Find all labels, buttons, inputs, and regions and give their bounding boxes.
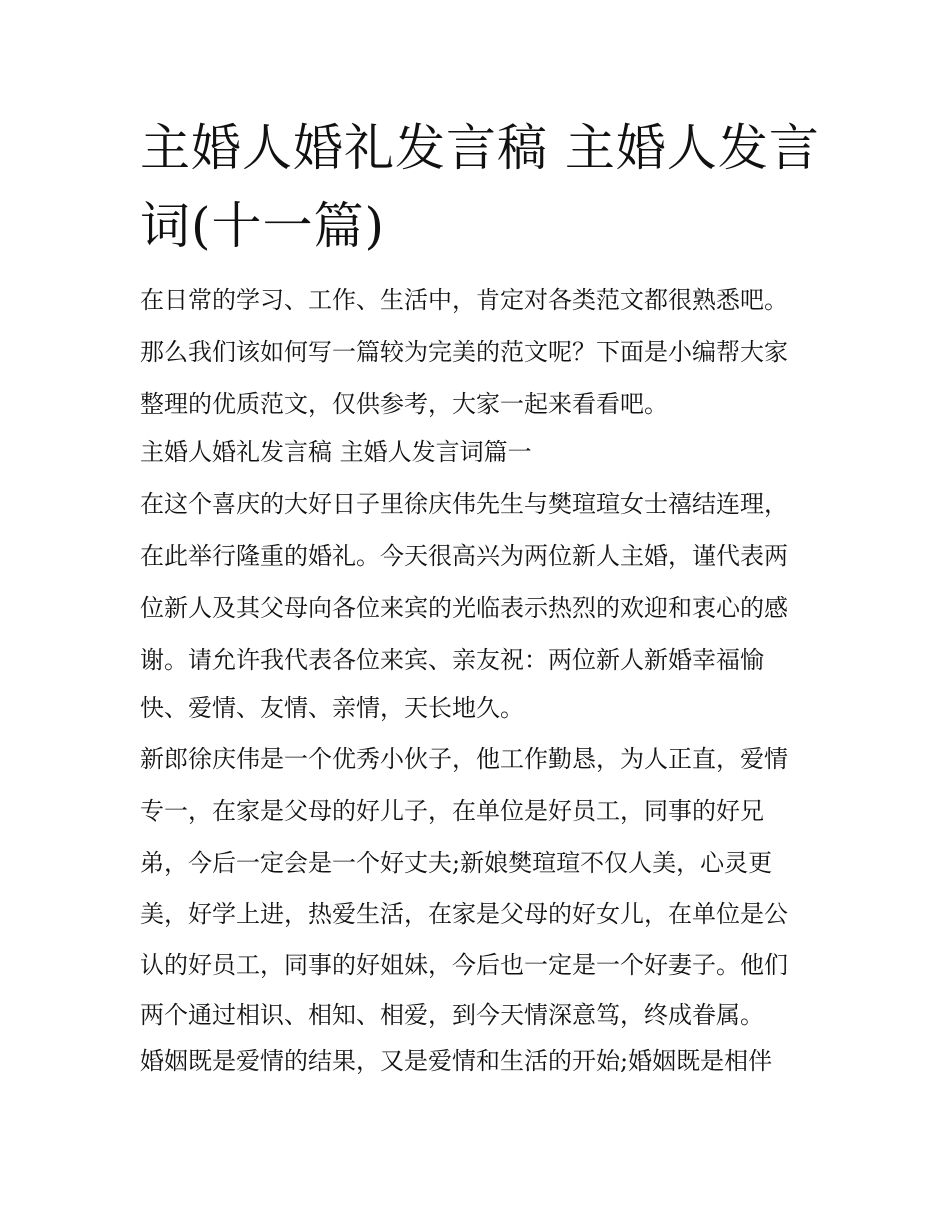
paragraph1-line-3: 位新人及其父母向各位来宾的光临表示热烈的欢迎和衷心的感	[140, 594, 788, 622]
paragraph1-line-2: 在此举行隆重的婚礼。今天很高兴为两位新人主婚，谨代表两	[140, 542, 788, 570]
intro-line-3: 整理的优质范文，仅供参考，大家一起来看看吧。	[140, 390, 668, 418]
paragraph1-line-5: 快、爱情、友情、亲情，天长地久。	[140, 694, 524, 722]
section-heading: 主婚人婚礼发言稿 主婚人发言词篇一	[140, 438, 532, 466]
paragraph1-line-1: 在这个喜庆的大好日子里徐庆伟先生与樊瑄瑄女士禧结连理，	[140, 490, 788, 518]
paragraph2-line-4: 美，好学上进，热爱生活，在家是父母的好女儿，在单位是公	[140, 900, 788, 928]
paragraph2-line-2: 专一，在家是父母的好儿子，在单位是好员工，同事的好兄	[140, 797, 764, 825]
page-title-line-2: 词(十一篇)	[140, 197, 386, 255]
paragraph2-line-6: 两个通过相识、相知、相爱，到今天情深意笃，终成眷属。	[140, 1001, 764, 1029]
paragraph2-line-5: 认的好员工，同事的好姐妹，今后也一定是一个好妻子。他们	[140, 951, 788, 979]
paragraph2-line-3: 弟，今后一定会是一个好丈夫;新娘樊瑄瑄不仅人美，心灵更	[140, 849, 773, 877]
paragraph1-line-4: 谢。请允许我代表各位来宾、亲友祝：两位新人新婚幸福愉	[140, 646, 764, 674]
intro-line-1: 在日常的学习、工作、生活中，肯定对各类范文都很熟悉吧。	[140, 286, 788, 314]
page-title-line-1: 主婚人婚礼发言稿 主婚人发言	[140, 119, 820, 177]
paragraph3-line-1: 婚姻既是爱情的结果，又是爱情和生活的开始;婚姻既是相伴	[140, 1047, 773, 1075]
intro-line-2: 那么我们该如何写一篇较为完美的范文呢？下面是小编帮大家	[140, 338, 788, 366]
paragraph2-line-1: 新郎徐庆伟是一个优秀小伙子，他工作勤恳，为人正直，爱情	[140, 745, 788, 773]
